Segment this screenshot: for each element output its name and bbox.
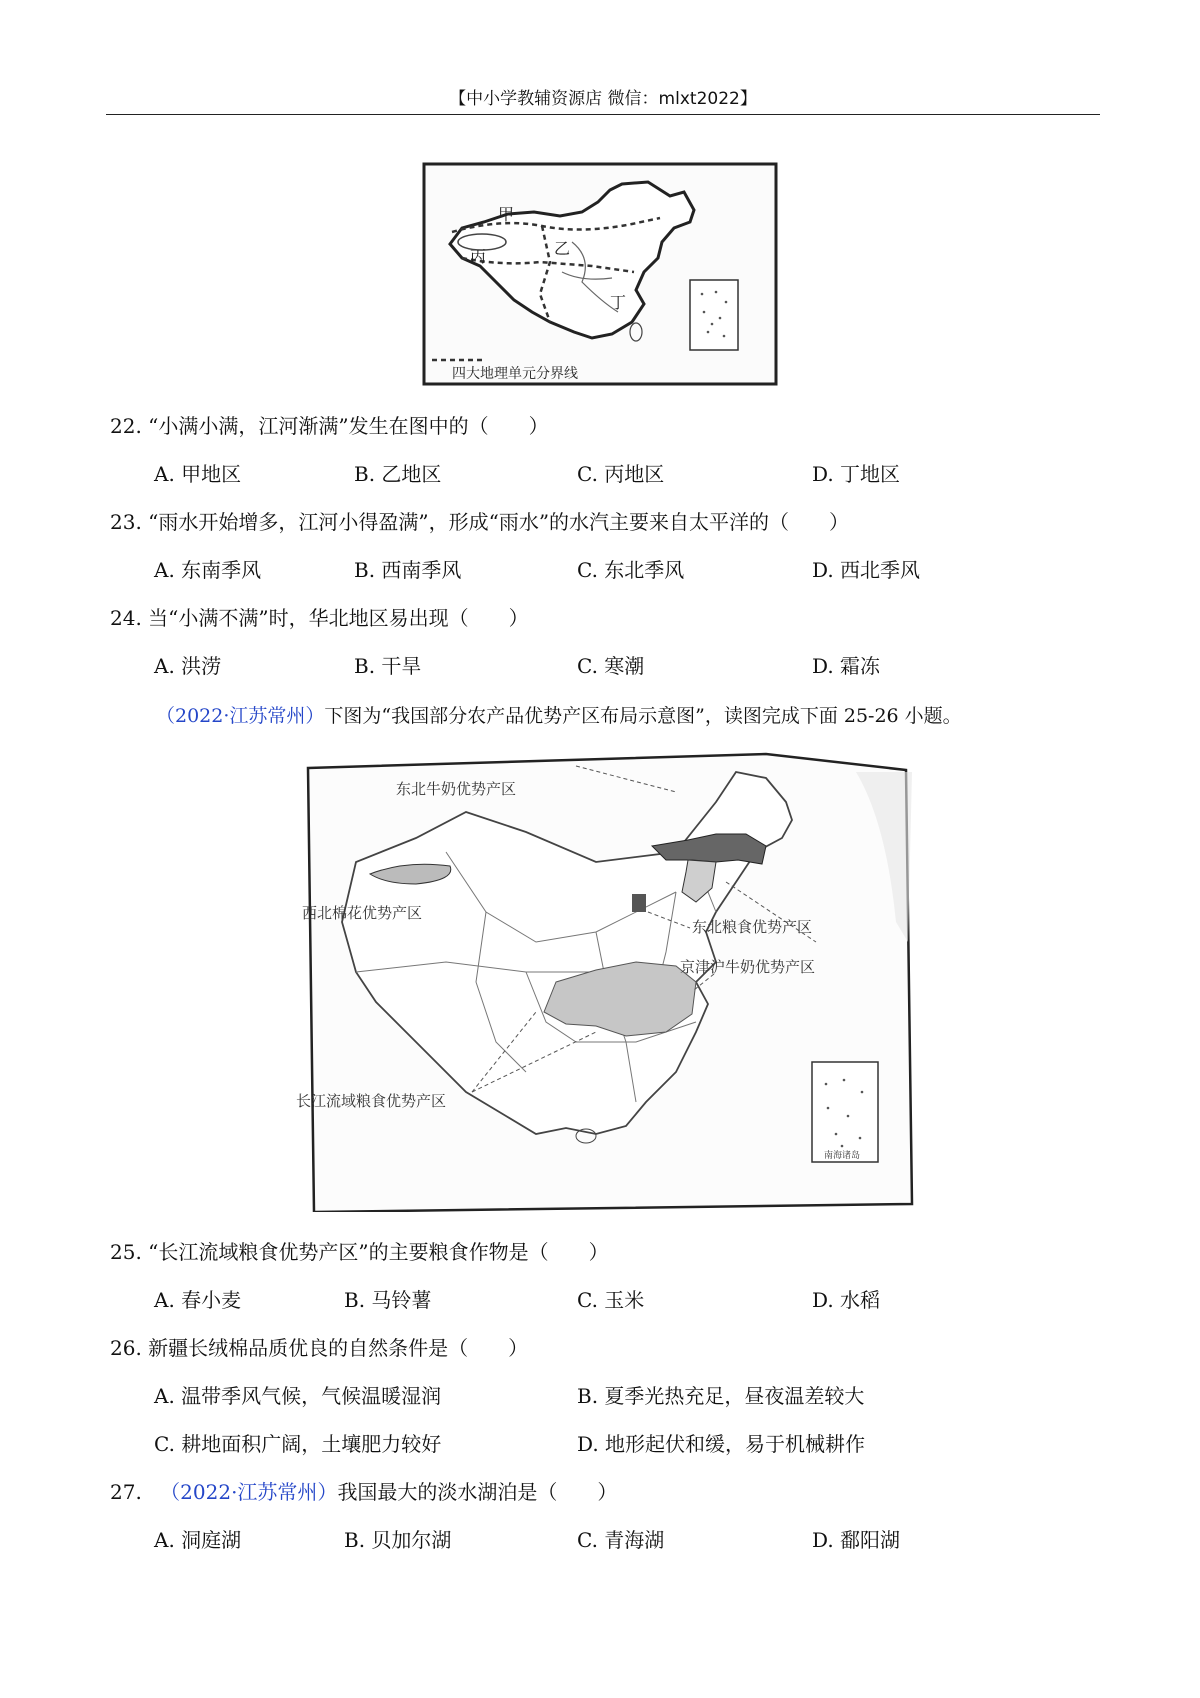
region-label-jia: 甲 (498, 205, 515, 224)
q26-option-a: A. 温带季风气候，气候温暖湿润 (154, 1384, 442, 1408)
q27-number: 27. (110, 1480, 142, 1504)
q27-option-b: B. 贝加尔湖 (344, 1528, 452, 1552)
q27-option-c: C. 青海湖 (577, 1528, 665, 1552)
q24-option-c: C. 寒潮 (577, 654, 645, 678)
q27-option-d: D. 鄱阳湖 (812, 1528, 901, 1552)
q22-option-d: D. 丁地区 (812, 462, 901, 486)
map-four-regions (422, 162, 778, 386)
intro-25-26 (156, 704, 962, 728)
q24-option-d: D. 霜冻 (812, 654, 881, 678)
q27-text: 我国最大的淡水湖泊是（ ） (337, 1480, 618, 1504)
q24-option-b: B. 干旱 (354, 654, 422, 678)
label-jingjinhu-milk: 京津沪牛奶优势产区 (680, 958, 816, 976)
label-dongbei-milk: 东北牛奶优势产区 (396, 780, 517, 798)
q25-option-d: D. 水稻 (812, 1288, 881, 1312)
map-legend: 四大地理单元分界线 (452, 366, 578, 382)
q23-option-a: A. 东南季风 (154, 558, 262, 582)
label-changjiang-grain: 长江流域粮食优势产区 (296, 1092, 447, 1110)
q26-option-b: B. 夏季光热充足，昼夜温差较大 (577, 1384, 865, 1408)
header-divider (106, 114, 1100, 115)
question-24-stem: 24. 当“小满不满”时，华北地区易出现（ ） (110, 606, 529, 630)
q27-source: （2022·江苏常州） (160, 1480, 338, 1504)
region-label-bing: 丙 (470, 247, 487, 266)
label-nanhai: 南海诸岛 (824, 1151, 861, 1161)
q27-option-a: A. 洞庭湖 (154, 1528, 242, 1552)
label-xibei-cotton: 西北棉花优势产区 (302, 904, 423, 922)
q25-option-b: B. 马铃薯 (344, 1288, 432, 1312)
page-header: 【中小学教辅资源店 微信：mlxt2022】 (449, 89, 757, 109)
q22-option-a: A. 甲地区 (154, 462, 242, 486)
map-agri-regions (296, 742, 918, 1212)
intro-text: 下图为“我国部分农产品优势产区布局示意图”，读图完成下面 25-26 小题。 (324, 705, 962, 727)
q25-option-a: A. 春小麦 (154, 1288, 242, 1312)
region-label-yi: 乙 (554, 239, 571, 258)
region-label-ding: 丁 (610, 293, 627, 312)
q24-option-a: A. 洪涝 (154, 654, 222, 678)
q25-option-c: C. 玉米 (577, 1288, 645, 1312)
jingjin-milk-area (632, 894, 646, 912)
q26-option-d: D. 地形起伏和缓，易于机械耕作 (577, 1432, 866, 1456)
question-23-stem: 23. “雨水开始增多，江河小得盈满”，形成“雨水”的水汽主要来自太平洋的（ ） (110, 510, 850, 534)
q23-option-c: C. 东北季风 (577, 558, 685, 582)
q23-option-d: D. 西北季风 (812, 558, 921, 582)
question-22-stem: 22. “小满小满，江河渐满”发生在图中的（ ） (110, 414, 549, 438)
question-27-stem (110, 1480, 617, 1504)
q26-option-c: C. 耕地面积广阔，土壤肥力较好 (154, 1432, 442, 1456)
intro-source: （2022·江苏常州） (156, 705, 325, 727)
question-25-stem: 25. “长江流域粮食优势产区”的主要粮食作物是（ ） (110, 1240, 609, 1264)
question-26-stem: 26. 新疆长绒棉品质优良的自然条件是（ ） (110, 1336, 529, 1360)
label-dongbei-grain: 东北粮食优势产区 (692, 918, 813, 936)
q22-option-c: C. 丙地区 (577, 462, 665, 486)
q23-option-b: B. 西南季风 (354, 558, 462, 582)
q22-option-b: B. 乙地区 (354, 462, 442, 486)
